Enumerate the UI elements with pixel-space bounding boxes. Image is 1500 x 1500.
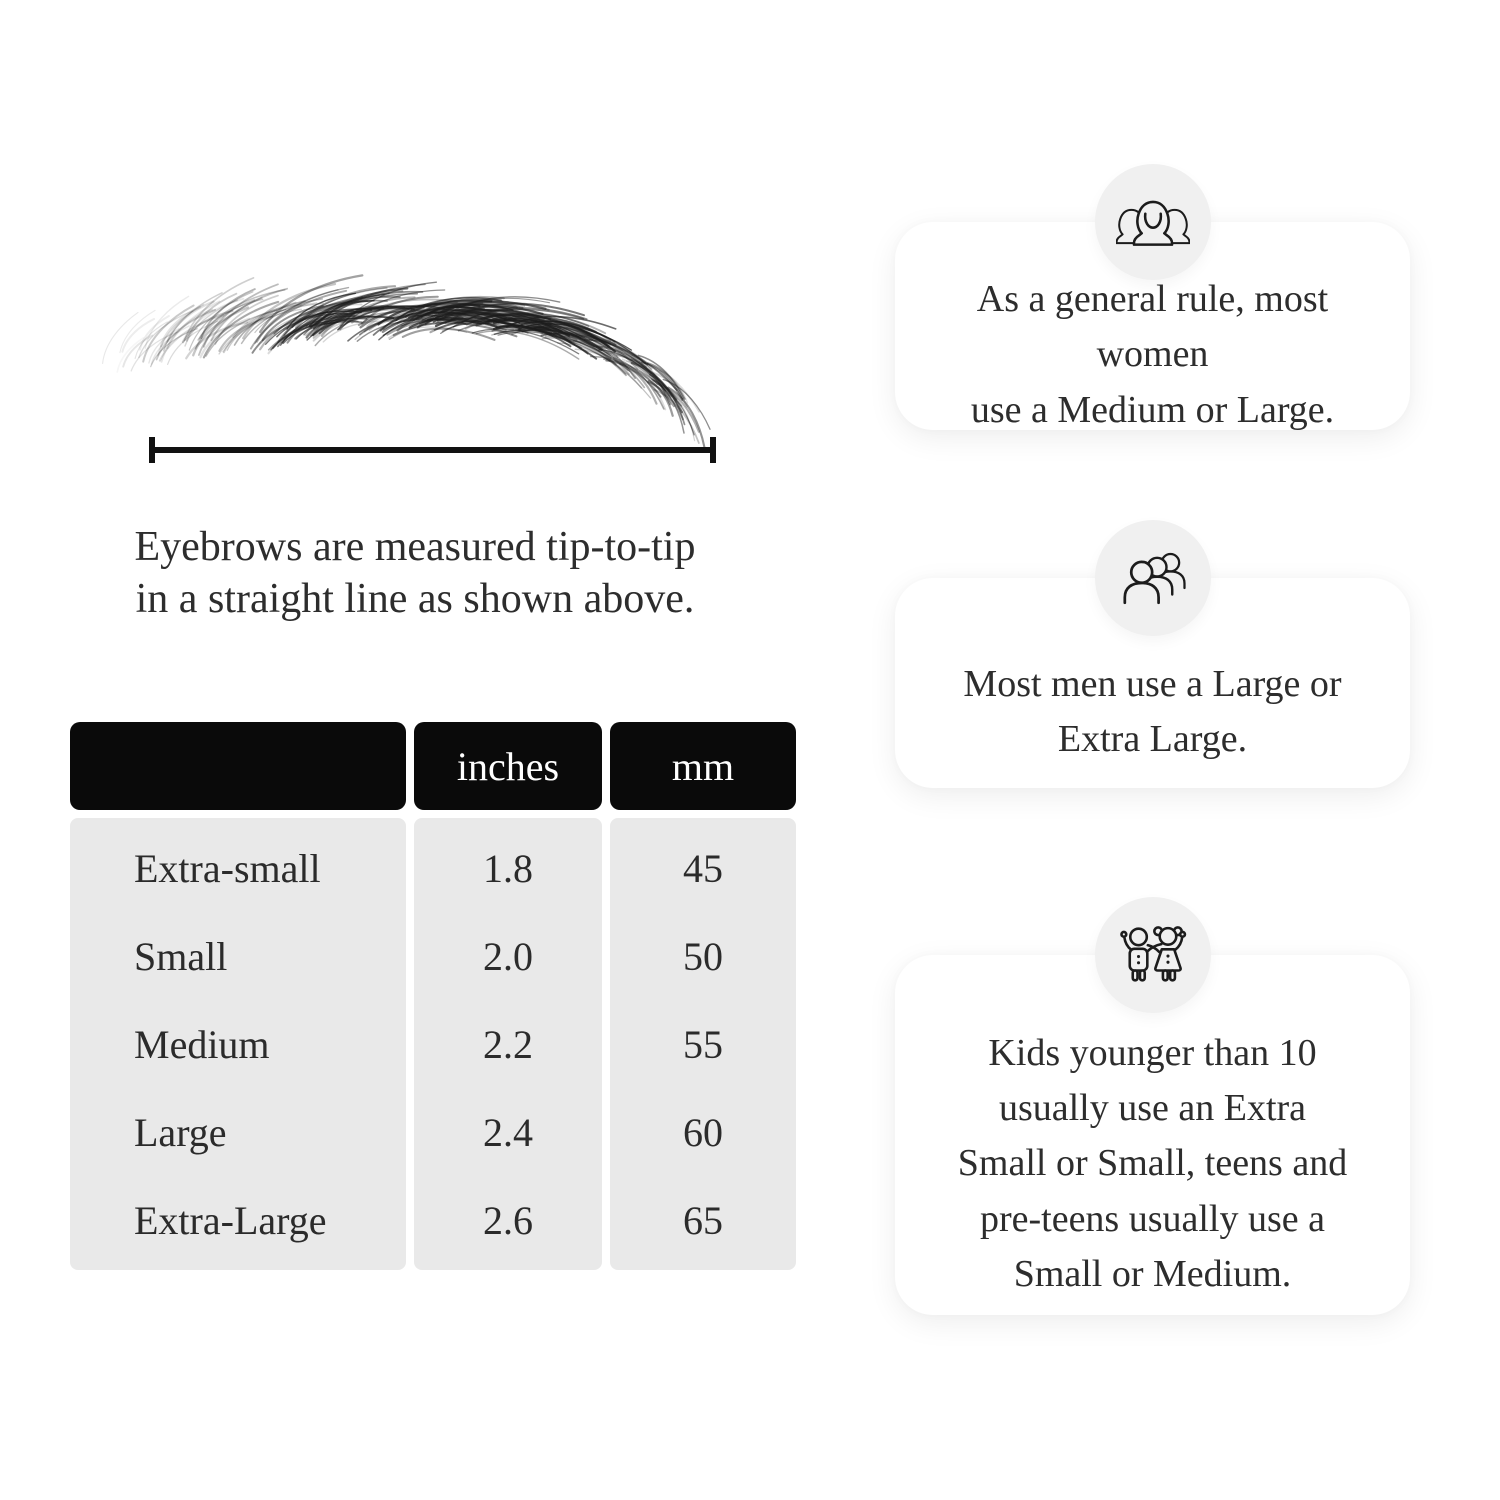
- eyebrow-illustration: [92, 226, 732, 472]
- info-card-kids: [895, 955, 1410, 1315]
- card-text: Most men use a Large or Extra Large.: [963, 662, 1342, 760]
- women-group-icon: [1116, 193, 1190, 251]
- inches-value: 2.2: [483, 1021, 533, 1067]
- inches-value: 1.8: [483, 845, 533, 891]
- mm-value: 65: [683, 1197, 723, 1243]
- measurement-line-bar: [149, 447, 716, 453]
- mm-value: 55: [683, 1021, 723, 1067]
- size-label: Extra-small: [134, 845, 321, 891]
- children-icon: [1117, 924, 1189, 986]
- table-column-mm: [610, 818, 796, 1270]
- caption-line: in a straight line as shown above.: [135, 576, 695, 623]
- mm-value: 50: [683, 933, 723, 979]
- card-badge: [1095, 897, 1211, 1013]
- table-header-inches: inches: [414, 722, 602, 810]
- measurement-line: [149, 437, 716, 463]
- inches-value: 2.0: [483, 933, 533, 979]
- info-card-men: [895, 578, 1410, 788]
- men-group-icon: [1116, 549, 1190, 607]
- inches-value: 2.4: [483, 1109, 533, 1155]
- size-label: Small: [134, 933, 228, 979]
- info-card-women: [895, 222, 1410, 430]
- measurement-caption: [80, 521, 750, 625]
- inches-value: 2.6: [483, 1197, 533, 1243]
- size-label: Large: [134, 1109, 227, 1155]
- size-label: Medium: [134, 1021, 270, 1067]
- card-text: Kids younger than 10 usually use an Extra Small or Small, teens and pre-teens usually use a Small or Medium.: [957, 1032, 1348, 1295]
- card-text: As a general rule, most women use a Medium or Large.: [970, 278, 1335, 431]
- size-label: Extra-Large: [134, 1197, 327, 1243]
- mm-value: 45: [683, 845, 723, 891]
- table-header-mm: mm: [610, 722, 796, 810]
- mm-value: 60: [683, 1109, 723, 1155]
- size-table: [70, 722, 796, 1270]
- table-column-sizes: [70, 818, 406, 1270]
- table-header-size: [70, 722, 406, 810]
- measurement-line-right-cap: [710, 437, 716, 463]
- table-column-inches: [414, 818, 602, 1270]
- card-badge: [1095, 164, 1211, 280]
- caption-line: Eyebrows are measured tip-to-tip: [134, 524, 696, 570]
- card-badge: [1095, 520, 1211, 636]
